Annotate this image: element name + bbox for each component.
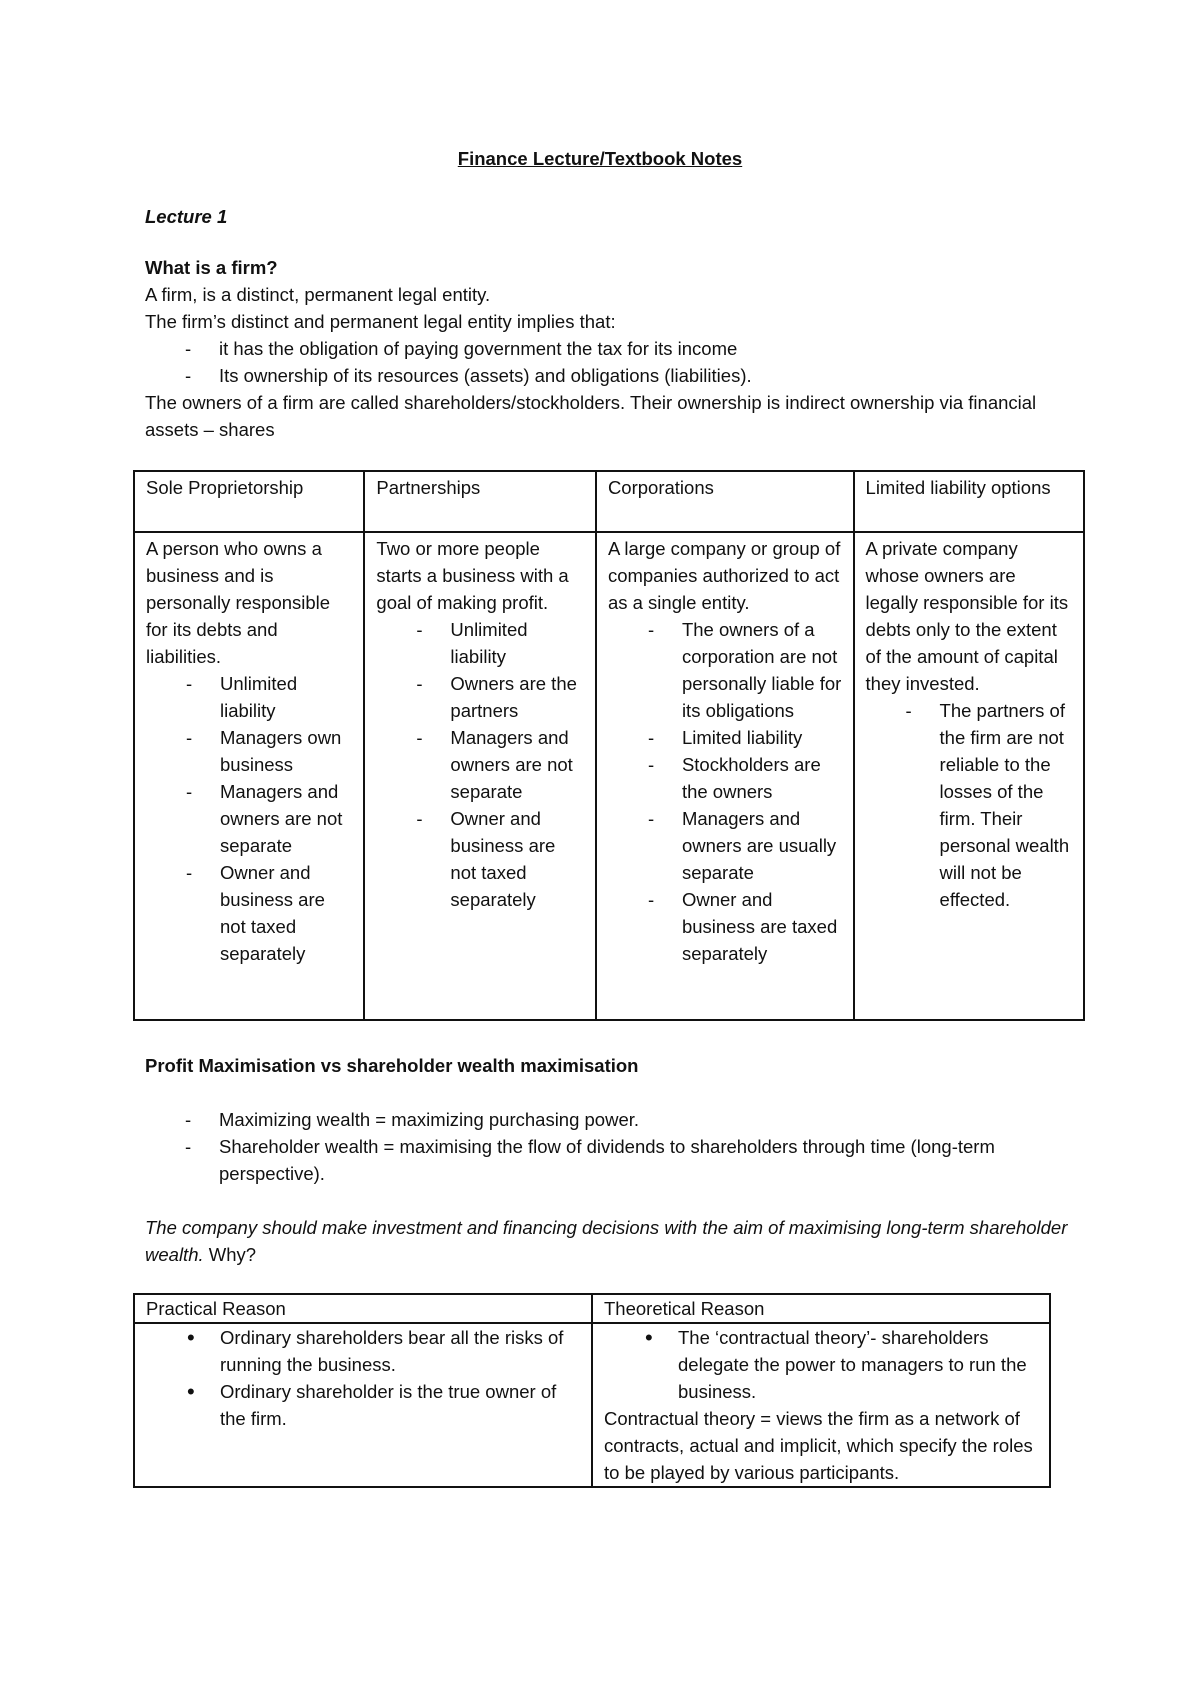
statement-text: The company should make investment and financing decisions with the aim of maximising long-term shareholder wealth. <box>145 1217 1068 1265</box>
cell-description: A private company whose owners are legally responsible for its debts only to the extent of the amount of capital they invested. <box>865 538 1069 694</box>
theoretical-list <box>604 1324 1038 1405</box>
table-header-cell: Partnerships <box>364 471 596 532</box>
list-item: - Shareholder wealth = maximising the flow of dividends to shareholders through time (long-term perspective). <box>145 1133 1075 1187</box>
intro-section <box>145 254 1075 443</box>
list-item: • Ordinary shareholders bear all the risks of running the business. <box>146 1324 580 1378</box>
list-item: - Unlimited liability <box>146 670 352 724</box>
table-cell <box>592 1323 1050 1487</box>
cell-list <box>376 616 584 913</box>
table-cell <box>364 532 596 1020</box>
list-item: - Managers and owners are not separate <box>376 724 584 805</box>
profit-heading: Profit Maximisation vs shareholder wealth maximisation <box>145 1055 639 1076</box>
wealth-statement <box>145 1214 1075 1268</box>
list-item: - Unlimited liability <box>376 616 584 670</box>
cell-list <box>608 616 842 967</box>
table-cell <box>854 532 1084 1020</box>
cell-description: A large company or group of companies authorized to act as a single entity. <box>607 538 841 613</box>
reasons-table <box>133 1293 1051 1488</box>
practical-list <box>146 1324 580 1432</box>
cell-list <box>146 670 352 967</box>
table-row <box>134 532 1084 1020</box>
firm-question: What is a firm? <box>145 257 278 278</box>
cell-list <box>866 697 1072 913</box>
firm-definition: A firm, is a distinct, permanent legal entity. <box>145 284 491 305</box>
table-cell <box>134 1323 592 1487</box>
list-item: - it has the obligation of paying government the tax for its income <box>145 335 1075 362</box>
table-header-cell: Theoretical Reason <box>592 1294 1050 1323</box>
table-header-cell: Practical Reason <box>134 1294 592 1323</box>
table-row <box>134 1323 1050 1487</box>
table-header-cell: Limited liability options <box>854 471 1084 532</box>
lecture-heading: Lecture 1 <box>145 206 228 227</box>
profit-list <box>145 1106 1075 1187</box>
why-text: Why? <box>203 1244 257 1265</box>
cell-description: Two or more people starts a business with a goal of making profit. <box>376 538 569 613</box>
list-item: - Stockholders are the owners <box>608 751 842 805</box>
table-header-cell: Sole Proprietorship <box>134 471 364 532</box>
list-item: - Limited liability <box>608 724 842 751</box>
table-cell <box>596 532 854 1020</box>
firm-implies: The firm’s distinct and permanent legal entity implies that: <box>145 311 616 332</box>
profit-section <box>145 1106 1075 1187</box>
table-header-row <box>134 471 1084 532</box>
implies-list <box>145 335 1075 389</box>
list-item: • Ordinary shareholder is the true owner of the firm. <box>146 1378 580 1432</box>
owners-text: The owners of a firm are called shareholders/stockholders. Their ownership is indirect ownership via financial assets – shares <box>145 392 1037 440</box>
list-item: - Owners are the partners <box>376 670 584 724</box>
list-item: - Maximizing wealth = maximizing purchasing power. <box>145 1106 1075 1133</box>
list-item: • The ‘contractual theory’- shareholders delegate the power to managers to run the business. <box>604 1324 1038 1405</box>
list-item: - Managers own business <box>146 724 352 778</box>
contractual-theory-note: Contractual theory = views the firm as a network of contracts, actual and implicit, which specify the roles to be played by various participants. <box>604 1408 1033 1483</box>
table-cell <box>134 532 364 1020</box>
list-item: - Owner and business are taxed separately <box>608 886 842 967</box>
list-item: - Owner and business are not taxed separately <box>146 859 352 967</box>
list-item: - Its ownership of its resources (assets) and obligations (liabilities). <box>145 362 1075 389</box>
list-item: - The partners of the firm are not reliable to the losses of the firm. Their personal wealth will not be effected. <box>866 697 1072 913</box>
table-header-cell: Corporations <box>596 471 854 532</box>
page-title: Finance Lecture/Textbook Notes <box>457 148 743 169</box>
list-item: - Owner and business are not taxed separately <box>376 805 584 913</box>
business-forms-table <box>133 470 1085 1021</box>
cell-description: A person who owns a business and is personally responsible for its debts and liabilities. <box>146 538 331 667</box>
list-item: - Managers and owners are usually separate <box>608 805 842 886</box>
list-item: - Managers and owners are not separate <box>146 778 352 859</box>
table-header-row <box>134 1294 1050 1323</box>
list-item: - The owners of a corporation are not personally liable for its obligations <box>608 616 842 724</box>
